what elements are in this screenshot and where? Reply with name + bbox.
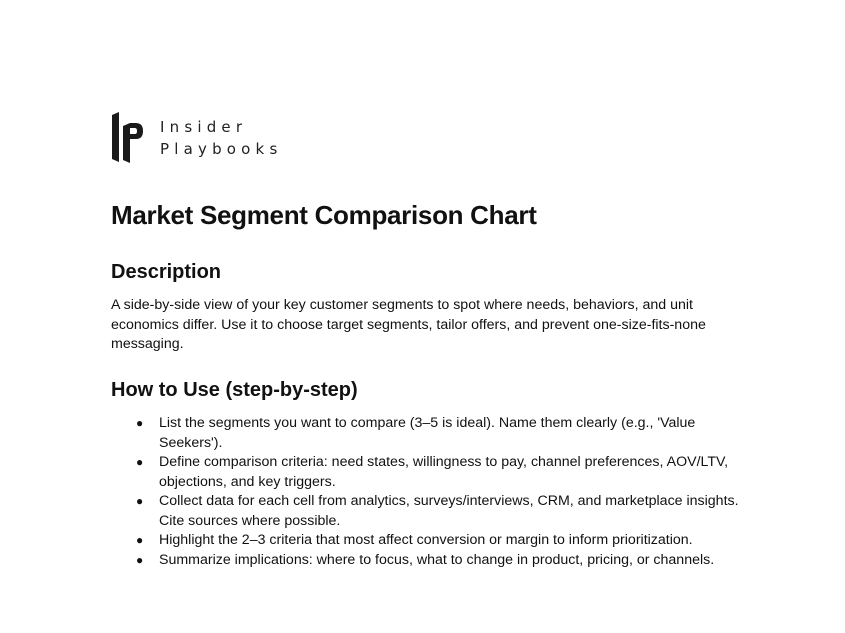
brand-wordmark — [160, 116, 282, 160]
list-item — [111, 551, 751, 571]
brand-line-2: Playbooks — [160, 140, 283, 158]
step-text: Collect data for each cell from analytics, surveys/interviews, CRM, and marketplace insights. Cite sources where possible. — [159, 493, 739, 529]
page-title: Market Segment Comparison Chart — [111, 200, 537, 230]
list-item — [111, 531, 751, 551]
step-text: Define comparison criteria: need states, willingness to pay, channel preferences, AOV/LTV, objections, and key triggers. — [159, 454, 729, 490]
steps-list — [111, 414, 751, 570]
list-item — [111, 453, 751, 492]
step-text: Summarize implications: where to focus, what to change in product, pricing, or channels. — [159, 551, 715, 568]
brand-logo — [110, 112, 282, 164]
description-paragraph: A side-by-side view of your key customer segments to spot where needs, behaviors, and unit economics differ. Use it to choose target segments, tailor offers, and prevent one-size-fits-none messaging. — [111, 297, 706, 352]
step-text: List the segments you want to compare (3–5 is ideal). Name them clearly (e.g., 'Value Seekers'). — [159, 415, 696, 451]
how-to-use-heading: How to Use (step-by-step) — [111, 379, 358, 401]
brand-line-1: Insider — [160, 118, 248, 136]
list-item — [111, 492, 751, 531]
bullet-icon: ● — [136, 552, 144, 567]
step-text: Highlight the 2–3 criteria that most affect conversion or margin to inform prioritization. — [159, 532, 693, 548]
bullet-icon: ● — [136, 455, 144, 469]
bullet-icon: ● — [136, 533, 144, 547]
bullet-icon: ● — [136, 416, 144, 430]
insider-playbooks-logo-icon — [110, 112, 146, 164]
list-item — [111, 414, 751, 453]
bullet-icon: ● — [136, 494, 144, 508]
description-heading: Description — [111, 261, 222, 283]
